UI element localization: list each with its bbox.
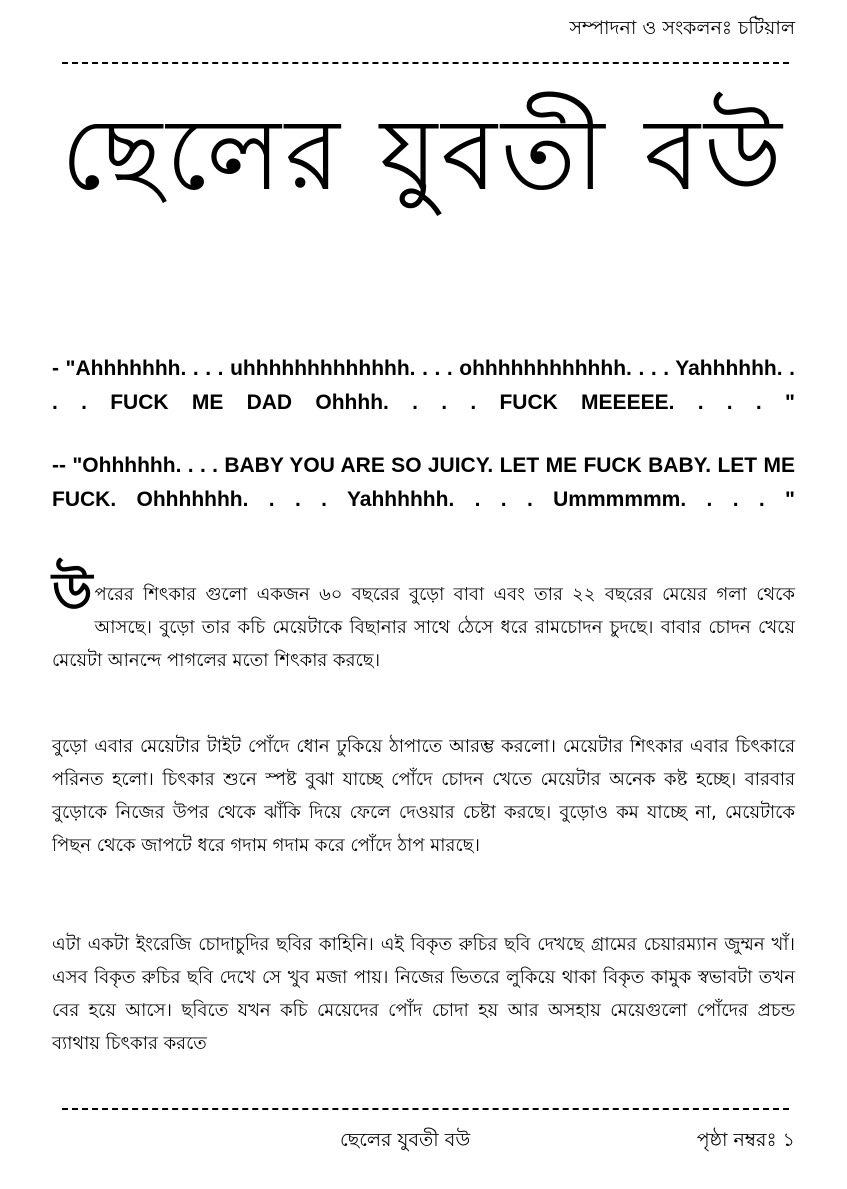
page-title: ছেলের যুবতী বউ [61,96,786,213]
footer-divider [62,1108,789,1110]
quote-1: - "Ahhhhhhh. . . . uhhhhhhhhhhhhh. . . . ohhhhhhhhhhhh. . . . Yahhhhhh. . . . FUCK ME DAD Ohhhh. . . . FUCK MEEEEE. . . . " [52,357,795,414]
paragraph-1 [52,562,795,677]
page-number: পৃষ্ঠা নম্বরঃ ১ [696,1129,795,1151]
header-divider [62,62,789,64]
footer-title: ছেলের যুবতী বউ [340,1129,471,1151]
paragraph-1-text: পরের শিৎকার গুলো একজন ৬০ বছরের বুড়ো বাবা এবং তার ২২ বছরের মেয়ের গলা থেকে আসছে। বুড়ো তার কচি মেয়েটাকে বিছানার সাথে ঠেসে ধরে রামচোদন চুদছে। বাবার চোদন খেয়ে মেয়েটা আনন্দে পাগলের মতো শিৎকার করছে। [52,584,795,671]
drop-cap: উ [52,562,93,622]
paragraph-2: বুড়ো এবার মেয়েটার টাইট পোঁদে ধোন ঢুকিয়ে ঠাপাতে আরম্ভ করলো। মেয়েটার শিৎকার এবার চিৎকারে পরিনত হলো। চিৎকার শুনে স্পষ্ট বুঝা যাচ্ছে পোঁদে চোদন খেতে মেয়েটার অনেক কষ্ট হচ্ছে। বারবার বুড়োকে নিজের উপর থেকে ঝাঁকি দিয়ে ফেলে দেওয়ার চেষ্টা করছে। বুড়োও কম যাচ্ছে না, মেয়েটাকে পিছন থেকে জাপটে ধরে গদাম গদাম করে পোঁদে ঠাপ মারছে। [52,736,795,856]
quote-2: -- "Ohhhhhh. . . . BABY YOU ARE SO JUICY. LET ME FUCK BABY. LET ME FUCK. Ohhhhhhh. . . . Yahhhhhh. . . . Ummmmmm. . . . " [52,454,795,511]
paragraph-3: এটা একটা ইংরেজি চোদাচুদির ছবির কাহিনি। এই বিকৃত রুচির ছবি দেখছে গ্রামের চেয়ারম্যান জুম্মন খাঁ। এসব বিকৃত রুচির ছবি দেখে সে খুব মজা পায়। নিজের ভিতরে লুকিয়ে থাকা বিকৃত কামুক স্বভাবটা তখন বের হয়ে আসে। ছবিতে যখন কচি মেয়েদের পোঁদ চোদা হয় আর অসহায় মেয়েগুলো পোঁদের প্রচন্ড ব্যাথায় চিৎকার করতে [52,934,795,1054]
header-credit: সম্পাদনা ও সংকলনঃ চটিয়াল [569,17,795,39]
